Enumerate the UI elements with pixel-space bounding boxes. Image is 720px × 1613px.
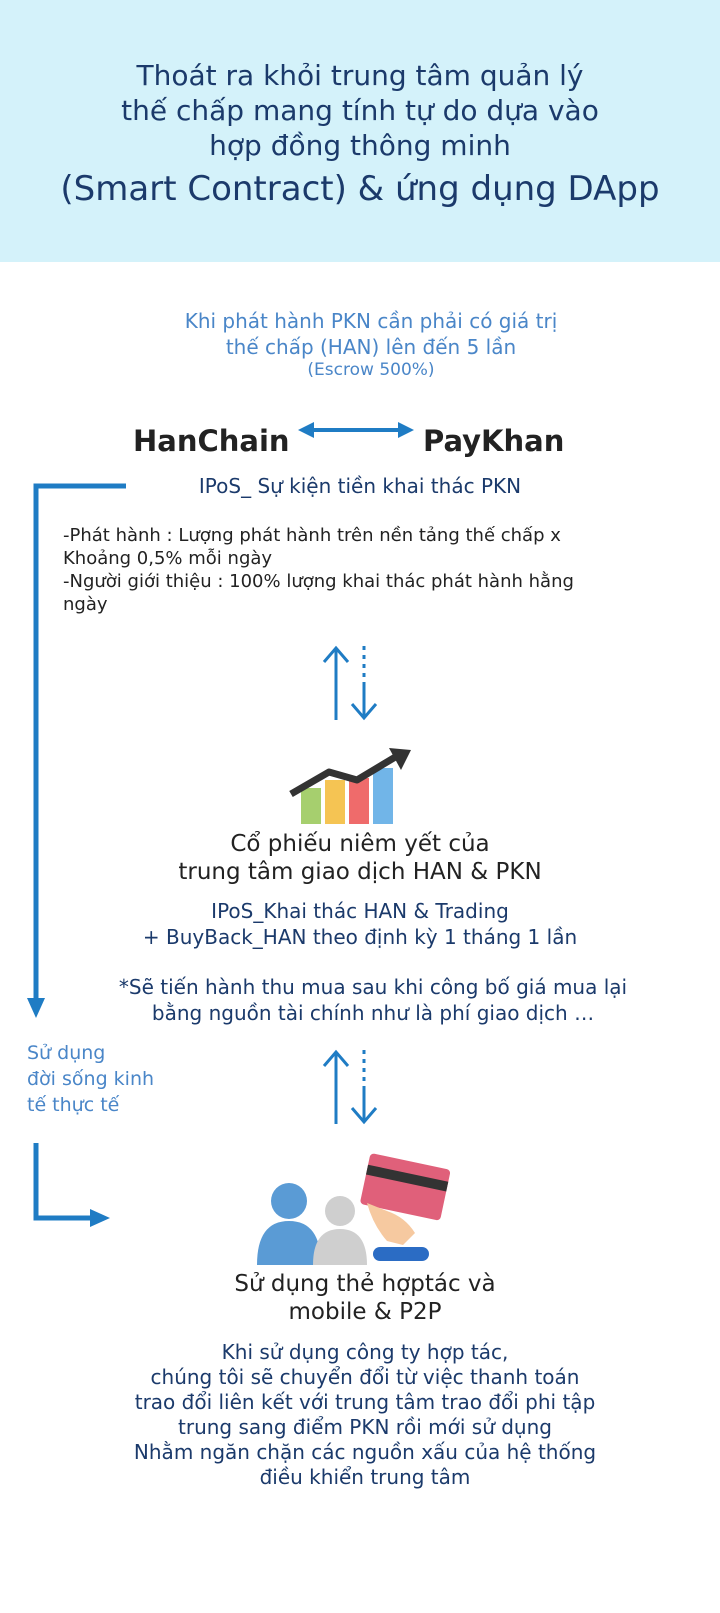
card-section-description (0, 1340, 720, 1490)
detail-line: Khoảng 0,5% mỗi ngày (63, 548, 273, 569)
up-down-arrows-icon (318, 642, 380, 724)
subtitle-line-1: IPoS_Khai thác HAN & Trading (211, 899, 509, 923)
card-title-line-2: mobile & P2P (288, 1299, 442, 1325)
chart-section-title (0, 830, 720, 886)
side-label-line: tế thực tế (27, 1094, 120, 1116)
desc-line: Nhằm ngăn chặn các nguồn xấu của hệ thống (133, 1440, 597, 1464)
title-line-2: thế chấp mang tính tự do dựa vào (121, 94, 599, 127)
card-title-line-1: Sử dụng thẻ hợptác và (234, 1271, 496, 1297)
side-label-line: đời sống kinh (27, 1068, 155, 1090)
page-title (0, 58, 720, 163)
note-line-1: *Sẽ tiến hành thu mua sau khi công bố giá mua lại (118, 975, 628, 999)
intro-line-3: (Escrow 500%) (307, 360, 435, 380)
bidirectional-arrow-icon (296, 418, 416, 442)
ipos-event-title: IPoS_ Sự kiện tiền khai thác PKN (198, 474, 522, 498)
detail-line: -Phát hành : Lượng phát hành trên nền tảng thế chấp x (63, 525, 561, 546)
chart-title-line-1: Cổ phiếu niêm yết của (230, 831, 490, 857)
chart-title-line-2: trung tâm giao dịch HAN & PKN (178, 859, 542, 885)
title-line-1: Thoát ra khỏi trung tâm quản lý (136, 59, 584, 92)
side-label-line: Sử dụng (27, 1042, 106, 1064)
chart-section-subtitle (0, 898, 720, 950)
card-section-title (0, 1270, 720, 1326)
title-line-3: hợp đồng thông minh (209, 129, 511, 162)
ipos-event-details (63, 524, 703, 616)
up-down-arrows-icon (318, 1046, 380, 1128)
buyback-note (0, 974, 720, 1026)
real-economy-label (27, 1040, 154, 1118)
intro-line-1: Khi phát hành PKN cần phải có giá trị (184, 309, 558, 333)
note-line-2: bằng nguồn tài chính như là phí giao dịch … (151, 1001, 595, 1025)
desc-line: trung sang điểm PKN rồi mới sử dụng (178, 1415, 552, 1439)
intro-line-2: thế chấp (HAN) lên đến 5 lần (225, 335, 517, 359)
growth-chart-icon (285, 748, 415, 824)
desc-line: trao đổi liên kết với trung tâm trao đổi phi tập (134, 1390, 596, 1414)
intro-text (0, 308, 720, 360)
hanchain-label: HanChain (133, 424, 290, 458)
detail-line: ngày (63, 594, 108, 615)
desc-line: chúng tôi sẽ chuyển đổi từ việc thanh toán (150, 1365, 580, 1389)
detail-line: -Người giới thiệu : 100% lượng khai thác phát hành hằng (63, 571, 574, 592)
desc-line: điều khiển trung tâm (259, 1465, 471, 1489)
desc-line: Khi sử dụng công ty hợp tác, (221, 1340, 509, 1364)
paykhan-label: PayKhan (423, 424, 565, 458)
users-card-payment-icon (255, 1153, 450, 1268)
title-line-4: (Smart Contract) & ứng dụng DApp (60, 169, 660, 209)
subtitle-line-2: + BuyBack_HAN theo định kỳ 1 tháng 1 lần (142, 925, 578, 949)
